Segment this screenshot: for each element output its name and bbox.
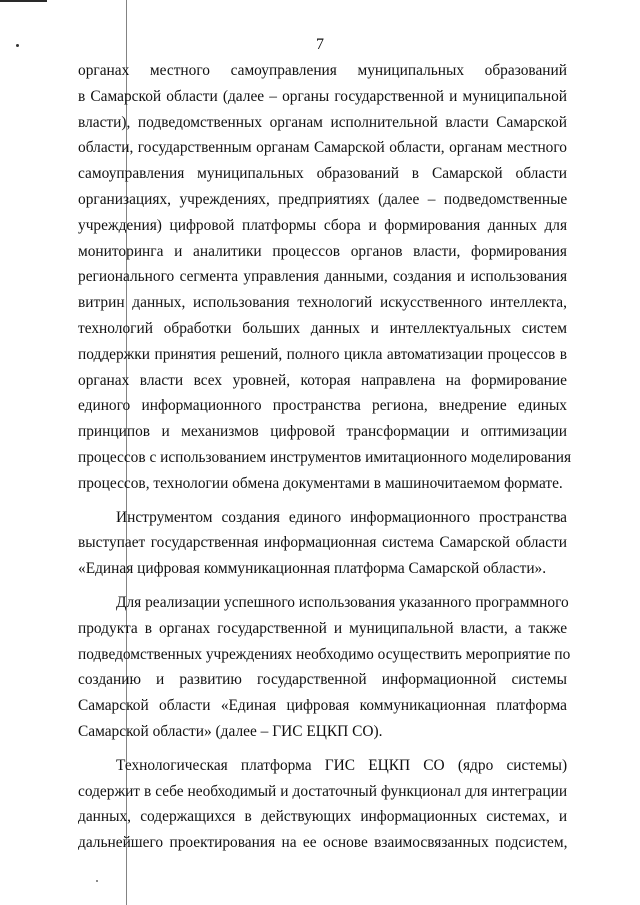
text-line: выступает государственная информационная система Самарской области	[78, 534, 567, 552]
document-body	[78, 58, 572, 856]
text-line: подведомственных учреждениях необходимо осуществить мероприятие по	[78, 645, 571, 663]
scan-edge-mark	[0, 0, 47, 2]
text-line: «Единая цифровая коммуникационная платформа Самарской области».	[78, 560, 547, 578]
text-line: дальнейшего проектирования на ее основе взаимосвязанных подсистем,	[78, 834, 568, 852]
text-line: поддержки принятия решений, полного цикла автоматизации процессов в	[78, 345, 567, 363]
paragraph-1	[78, 58, 572, 497]
text-line: мониторинга и аналитики процессов органов власти, формирования	[78, 242, 567, 260]
text-line: Инструментом создания единого информационного пространства	[116, 508, 567, 526]
page-number: 7	[316, 36, 324, 53]
text-line: единого информационного пространства региона, внедрение единых	[78, 397, 567, 415]
paragraph-4	[78, 753, 567, 856]
text-line: органах власти всех уровней, которая направлена на формирование	[78, 371, 567, 389]
text-line: принципов и механизмов цифровой трансформации и оптимизации	[78, 423, 567, 441]
text-line: области, государственным органам Самарской области, органам местного	[78, 139, 567, 157]
text-line: самоуправления муниципальных образований в Самарской области	[78, 165, 567, 183]
text-line: Технологическая платформа ГИС ЕЦКП СО (ядро системы)	[116, 756, 568, 774]
text-line: витрин данных, использования технологий искусственного интеллекта,	[78, 294, 567, 312]
text-line: Самарской области «Единая цифровая коммуникационная платформа	[78, 697, 567, 715]
text-line: регионального сегмента управления данными, создания и использования	[78, 268, 568, 286]
text-line: в Самарской области (далее – органы государственной и муниципальной	[78, 87, 567, 105]
text-line: органах местного самоуправления муниципальных образований	[78, 62, 567, 79]
text-line: организациях, учреждениях, предприятиях (далее – подведомственные	[78, 190, 568, 208]
text-line: Самарской области» (далее – ГИС ЕЦКП СО).	[78, 722, 383, 740]
text-line: содержит в себе необходимый и достаточный функционал для интеграции	[78, 782, 568, 800]
text-line: созданию и развитию государственной информационной системы	[78, 671, 567, 689]
text-line: продукта в органах государственной и муниципальной власти, а также	[78, 619, 568, 637]
text-line: учреждения) цифровой платформы сбора и формирования данных для	[78, 216, 568, 234]
text-line: данных, содержащихся в действующих информационных системах, и	[78, 808, 568, 826]
paragraph-2	[78, 505, 567, 582]
text-line: процессов с использованием инструментов имитационного моделирования	[78, 448, 572, 466]
paragraph-3	[78, 590, 571, 745]
scan-speck	[96, 880, 98, 882]
text-line: власти), подведомственных органам исполнительной власти Самарской	[78, 113, 567, 131]
text-line: технологий обработки больших данных и интеллектуальных систем	[78, 319, 567, 337]
text-line: Для реализации успешного использования указанного программного	[116, 593, 569, 611]
text-line: процессов, технологии обмена документами в машиночитаемом формате.	[78, 474, 563, 492]
